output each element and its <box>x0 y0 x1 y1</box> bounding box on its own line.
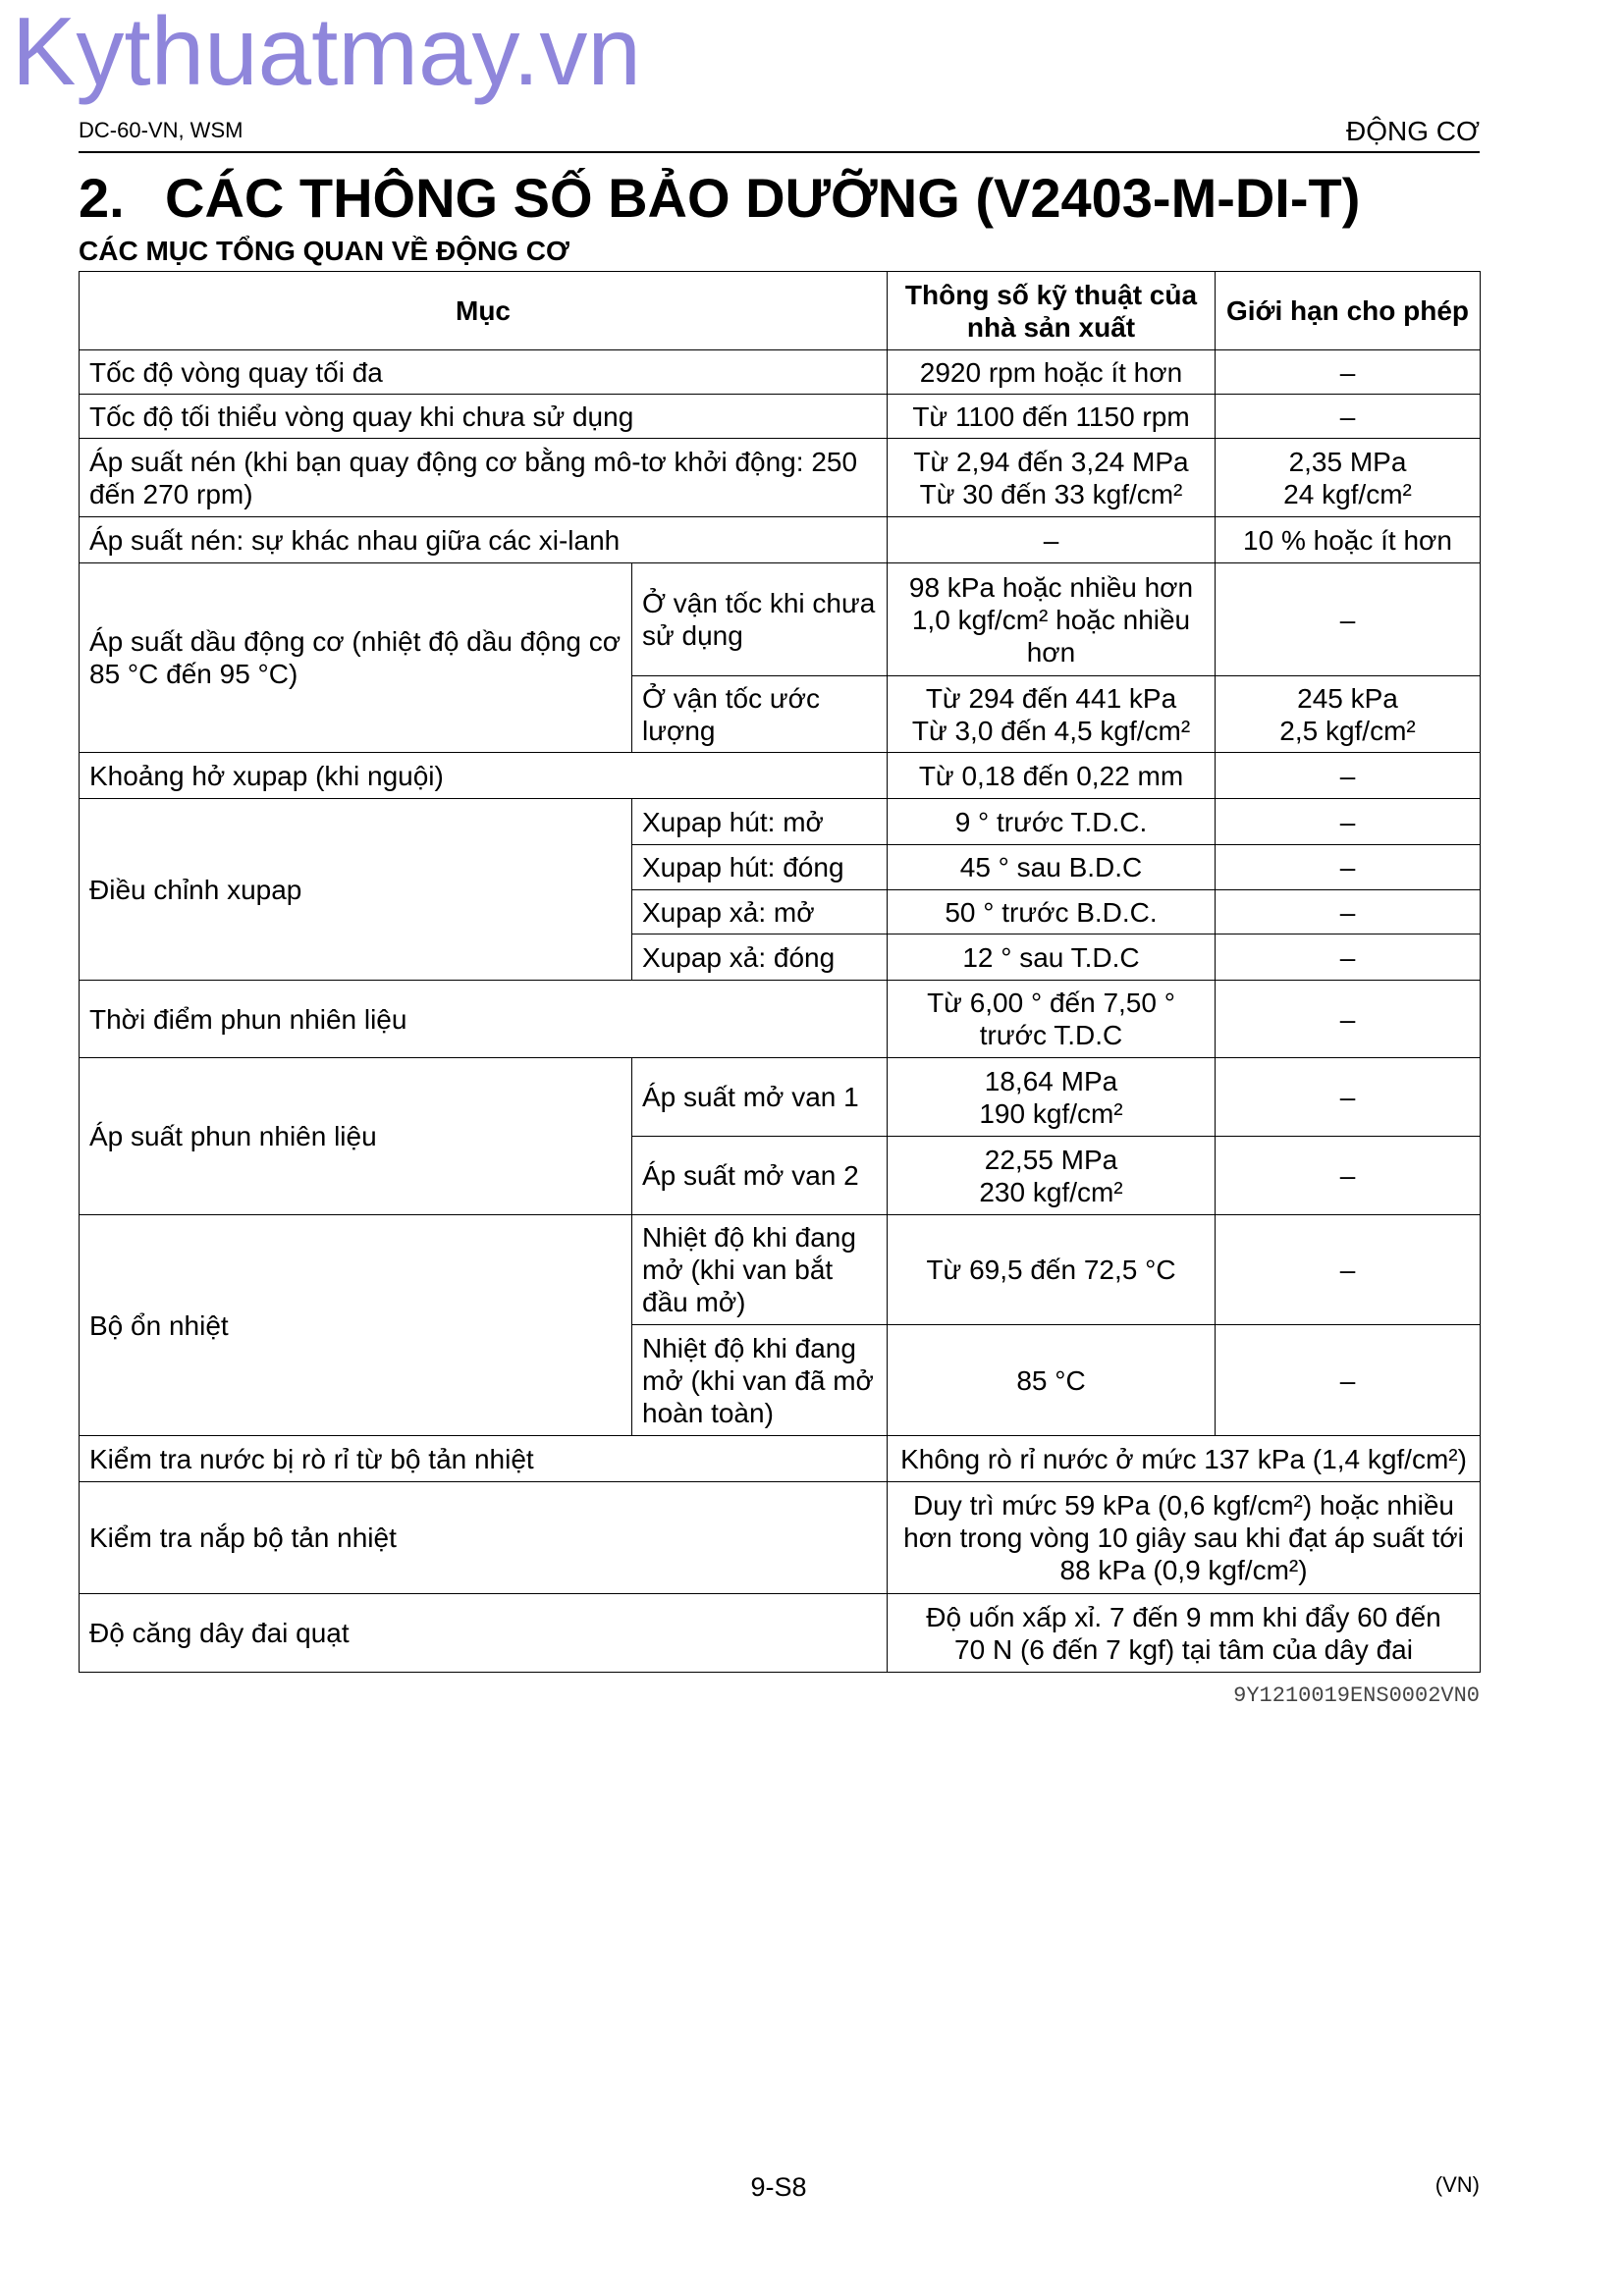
spec-value: 50 ° trước B.D.C. <box>888 890 1216 934</box>
reference-code: 9Y1210019ENS0002VN0 <box>1233 1683 1480 1708</box>
table-row <box>80 1594 1481 1673</box>
table-row <box>80 350 1481 395</box>
item-label: Tốc độ tối thiểu vòng quay khi chưa sử dụng <box>80 395 888 439</box>
sub-item-label: Ở vận tốc khi chưa sử dụng <box>632 563 888 676</box>
table-row <box>80 799 1481 845</box>
item-label: Điều chỉnh xupap <box>80 799 632 981</box>
table-row <box>80 1436 1481 1482</box>
sub-item-label: Áp suất mở van 2 <box>632 1137 888 1215</box>
section-header: ĐỘNG CƠ <box>1345 116 1480 146</box>
section-subtitle: CÁC MỤC TỔNG QUAN VỀ ĐỘNG CƠ <box>79 236 569 266</box>
sub-item-label: Xupap xả: mở <box>632 890 888 934</box>
item-label: Thời điểm phun nhiên liệu <box>80 981 888 1058</box>
spec-value: Từ 1100 đến 1150 rpm <box>888 395 1216 439</box>
spec-value: 12 ° sau T.D.C <box>888 934 1216 981</box>
header-divider <box>79 151 1480 153</box>
column-header-item: Mục <box>80 272 888 350</box>
table-row <box>80 1215 1481 1325</box>
limit-value: – <box>1216 934 1481 981</box>
spec-value: Từ 294 đến 441 kPa Từ 3,0 đến 4,5 kgf/cm² <box>888 676 1216 753</box>
sub-item-label: Ở vận tốc ước lượng <box>632 676 888 753</box>
item-label: Áp suất dầu động cơ (nhiệt độ dầu động cơ 85 °C đến 95 °C) <box>80 563 632 753</box>
table-row <box>80 1482 1481 1594</box>
column-header-spec: Thông số kỹ thuật của nhà sản xuất <box>888 272 1216 350</box>
item-label: Kiểm tra nước bị rò rỉ từ bộ tản nhiệt <box>80 1436 888 1482</box>
page-number: 9-S8 <box>750 2172 807 2202</box>
sub-item-label: Áp suất mở van 1 <box>632 1058 888 1137</box>
limit-value: 2,35 MPa 24 kgf/cm² <box>1216 439 1481 517</box>
maintenance-spec-table <box>79 271 1481 1673</box>
item-label: Áp suất nén (khi bạn quay động cơ bằng mô-tơ khởi động: 250 đến 270 rpm) <box>80 439 888 517</box>
sub-item-label: Nhiệt độ khi đang mở (khi van bắt đầu mở) <box>632 1215 888 1325</box>
spec-value: Từ 6,00 ° đến 7,50 ° trước T.D.C <box>888 981 1216 1058</box>
spec-value: Từ 0,18 đến 0,22 mm <box>888 753 1216 799</box>
spec-value: 22,55 MPa 230 kgf/cm² <box>888 1137 1216 1215</box>
sub-item-label: Xupap xả: đóng <box>632 934 888 981</box>
table-header-row <box>80 272 1481 350</box>
table-row <box>80 981 1481 1058</box>
limit-value: – <box>1216 563 1481 676</box>
limit-value: 245 kPa 2,5 kgf/cm² <box>1216 676 1481 753</box>
limit-value: – <box>1216 1325 1481 1436</box>
table-row <box>80 439 1481 517</box>
limit-value: – <box>1216 395 1481 439</box>
item-label: Tốc độ vòng quay tối đa <box>80 350 888 395</box>
sub-item-label: Xupap hút: mở <box>632 799 888 845</box>
limit-value: – <box>1216 1058 1481 1137</box>
item-label: Áp suất nén: sự khác nhau giữa các xi-lanh <box>80 517 888 563</box>
document-code-header: DC-60-VN, WSM <box>79 118 243 142</box>
spec-value: 85 °C <box>888 1325 1216 1436</box>
spec-and-limit-value: Độ uốn xấp xỉ. 7 đến 9 mm khi đẩy 60 đến 70 N (6 đến 7 kgf) tại tâm của dây đai <box>888 1594 1481 1673</box>
limit-value: – <box>1216 350 1481 395</box>
limit-value: – <box>1216 845 1481 890</box>
title-number: 2. <box>79 167 125 229</box>
watermark-logo: Kythuatmay.vn <box>12 0 641 105</box>
spec-value: Từ 69,5 đến 72,5 °C <box>888 1215 1216 1325</box>
limit-value: – <box>1216 1215 1481 1325</box>
limit-value: – <box>1216 981 1481 1058</box>
language-tag: (VN) <box>1434 2172 1480 2197</box>
item-label: Áp suất phun nhiên liệu <box>80 1058 632 1215</box>
sub-item-label: Xupap hút: đóng <box>632 845 888 890</box>
table-row <box>80 395 1481 439</box>
spec-and-limit-value: Không rò rỉ nước ở mức 137 kPa (1,4 kgf/cm²) <box>888 1436 1481 1482</box>
page-title <box>79 167 1360 230</box>
spec-value: 18,64 MPa 190 kgf/cm² <box>888 1058 1216 1137</box>
limit-value: – <box>1216 753 1481 799</box>
column-header-limit: Giới hạn cho phép <box>1216 272 1481 350</box>
table-row <box>80 753 1481 799</box>
spec-value: 9 ° trước T.D.C. <box>888 799 1216 845</box>
table-row <box>80 1058 1481 1137</box>
item-label: Bộ ổn nhiệt <box>80 1215 632 1436</box>
spec-value: 2920 rpm hoặc ít hơn <box>888 350 1216 395</box>
spec-value: Từ 2,94 đến 3,24 MPa Từ 30 đến 33 kgf/cm² <box>888 439 1216 517</box>
table-row <box>80 517 1481 563</box>
item-label: Kiểm tra nắp bộ tản nhiệt <box>80 1482 888 1594</box>
spec-value: 98 kPa hoặc nhiều hơn 1,0 kgf/cm² hoặc nhiều hơn <box>888 563 1216 676</box>
table-row <box>80 563 1481 676</box>
spec-value: 45 ° sau B.D.C <box>888 845 1216 890</box>
limit-value: – <box>1216 1137 1481 1215</box>
title-text: CÁC THÔNG SỐ BẢO DƯỠNG (V2403-M-DI-T) <box>165 167 1361 229</box>
item-label: Độ căng dây đai quạt <box>80 1594 888 1673</box>
item-label: Khoảng hở xupap (khi nguội) <box>80 753 888 799</box>
sub-item-label: Nhiệt độ khi đang mở (khi van đã mở hoàn toàn) <box>632 1325 888 1436</box>
limit-value: 10 % hoặc ít hơn <box>1216 517 1481 563</box>
limit-value: – <box>1216 799 1481 845</box>
spec-value: – <box>888 517 1216 563</box>
limit-value: – <box>1216 890 1481 934</box>
spec-and-limit-value: Duy trì mức 59 kPa (0,6 kgf/cm²) hoặc nhiều hơn trong vòng 10 giây sau khi đạt áp suất tới 88 kPa (0,9 kgf/cm²) <box>888 1482 1481 1594</box>
